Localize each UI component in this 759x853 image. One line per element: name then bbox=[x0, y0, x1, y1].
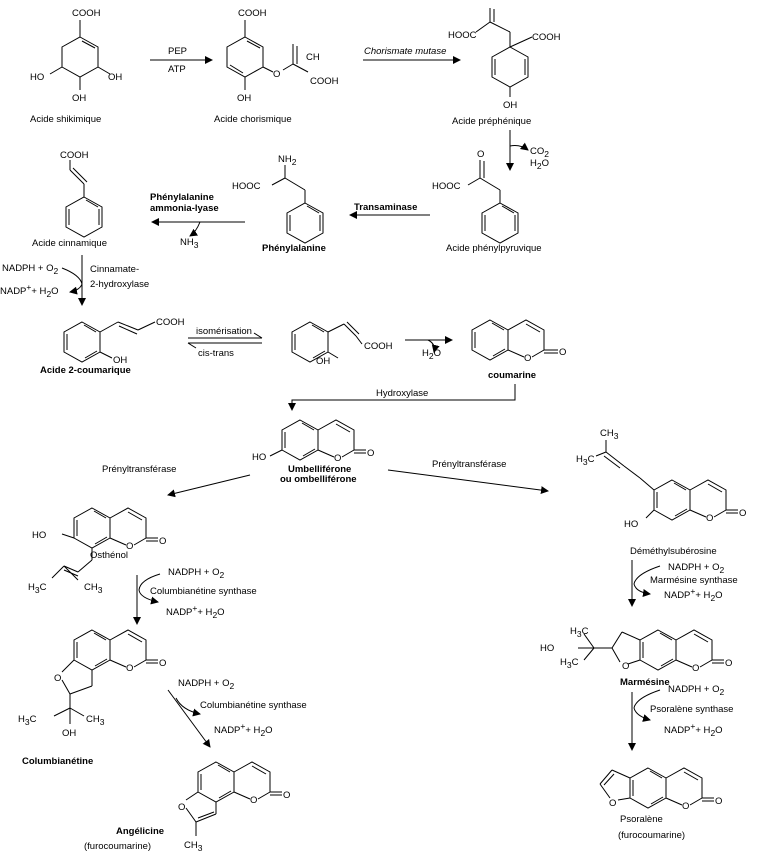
oh-group: OH bbox=[503, 100, 518, 111]
o-atom: O bbox=[273, 69, 281, 80]
o-atom: O bbox=[126, 541, 134, 552]
o-atom: O bbox=[334, 453, 342, 464]
o-atom: O bbox=[739, 508, 747, 519]
hooc-group: HOOC bbox=[432, 181, 461, 192]
label-umbelliferone-1: Umbelliférone bbox=[288, 464, 352, 475]
o-atom: O bbox=[682, 801, 690, 812]
structure-acide-2-coumarique-cis bbox=[292, 322, 393, 367]
o-atom: O bbox=[609, 798, 617, 809]
o-atom: O bbox=[159, 658, 167, 669]
cofactor-nadph-o2: NADPH + O2 bbox=[168, 567, 225, 580]
enzyme-prenyl-right: Prényltransférase bbox=[432, 459, 507, 470]
label-angelicine: Angélicine bbox=[116, 826, 165, 837]
label-phenylalanine: Phénylalanine bbox=[262, 243, 326, 254]
o-atom: O bbox=[54, 673, 62, 684]
ch2-group: CH bbox=[306, 52, 320, 63]
structure-angelicine bbox=[178, 762, 290, 853]
ch3-group: CH3 bbox=[184, 840, 203, 853]
ho-group: HO bbox=[30, 72, 45, 83]
label-osthenol: Osthénol bbox=[90, 550, 129, 561]
structure-acide-2-coumarique bbox=[64, 317, 185, 366]
label-marmesine: Marmésine bbox=[620, 677, 670, 688]
cofactor-nadp-h2o: NADP++ H2O bbox=[166, 603, 225, 620]
arrow-prenyl-left bbox=[168, 475, 250, 495]
structure-columbianetine bbox=[18, 630, 166, 739]
cofactor-pep: PEP bbox=[168, 46, 188, 57]
o-atom: O bbox=[126, 663, 134, 674]
enzyme-columbianetine-synthase-1: Columbianétine synthase bbox=[150, 586, 257, 597]
label-acide-cinnamique: Acide cinnamique bbox=[32, 238, 107, 249]
label-angelicine-note: (furocoumarine) bbox=[84, 841, 152, 852]
cofactor-nadp-h2o: NADP++ H2O bbox=[0, 282, 59, 299]
h3c-group: H3C bbox=[18, 714, 37, 727]
h3c-group: H3C bbox=[560, 657, 579, 670]
cofactor-h2o: H2O bbox=[530, 158, 549, 171]
enzyme-columbianetine-synthase-2: Columbianétine synthase bbox=[200, 700, 307, 711]
cofactor-atp: ATP bbox=[168, 64, 186, 75]
structure-coumarine bbox=[472, 320, 566, 364]
o-atom: O bbox=[283, 790, 291, 801]
cooh-group: COOH bbox=[238, 8, 267, 19]
enzyme-hydroxylase: Hydroxylase bbox=[376, 388, 429, 399]
structure-psoralene bbox=[600, 768, 722, 812]
cooh-group: COOH bbox=[60, 150, 89, 161]
h3c-group: H3C bbox=[570, 626, 589, 639]
oh-group: OH bbox=[316, 356, 331, 367]
cooh-group: COOH bbox=[364, 341, 393, 352]
ch3-group: CH3 bbox=[600, 428, 619, 441]
enzyme-transaminase: Transaminase bbox=[354, 202, 418, 213]
cofactor-nadph-o2: NADPH + O2 bbox=[668, 684, 725, 697]
structure-phenylalanine bbox=[232, 154, 323, 243]
enzyme-c2h-line2: 2-hydroxylase bbox=[90, 279, 150, 290]
structure-acide-shikimique bbox=[30, 8, 122, 104]
label-acide-chorismique: Acide chorismique bbox=[214, 114, 292, 125]
o-atom: O bbox=[159, 536, 167, 547]
label-demethylsuberosine: Déméthylsubérosine bbox=[630, 546, 717, 557]
nh2-group: NH2 bbox=[278, 154, 297, 167]
cofactor-h2o-coum: H2O bbox=[422, 348, 441, 361]
ho-group: HO bbox=[252, 452, 267, 463]
label-cis-trans: cis-trans bbox=[198, 348, 234, 359]
structure-acide-phenylpyruvique bbox=[432, 149, 518, 243]
enzyme-pal-line1: Phénylalanine bbox=[150, 192, 214, 203]
label-isomerisation: isomérisation bbox=[196, 326, 252, 337]
ch3-group: CH3 bbox=[86, 714, 105, 727]
oh-group: OH bbox=[237, 93, 252, 104]
o-atom: O bbox=[250, 795, 258, 806]
cofactor-nh3: NH3 bbox=[180, 237, 199, 250]
hooc-group: HOOC bbox=[448, 30, 477, 41]
enzyme-pal-line2: ammonia-lyase bbox=[150, 203, 219, 214]
oh-group: OH bbox=[62, 728, 77, 739]
o-atom: O bbox=[715, 796, 723, 807]
structure-acide-cinnamique bbox=[60, 150, 102, 237]
o-atom: O bbox=[477, 149, 485, 160]
ch3-group: CH3 bbox=[84, 582, 103, 595]
label-umbelliferone-2: ou ombelliférone bbox=[280, 474, 357, 485]
h3c-group: H3C bbox=[576, 454, 595, 467]
label-acide-phenylpyruvique: Acide phénylpyruvique bbox=[446, 243, 542, 254]
ho-group: HO bbox=[540, 643, 555, 654]
oh-group: OH bbox=[72, 93, 87, 104]
enzyme-chorismate-mutase: Chorismate mutase bbox=[364, 46, 447, 57]
structure-acide-chorismique bbox=[227, 8, 339, 104]
label-psoralene-note: (furocoumarine) bbox=[618, 830, 686, 841]
label-acide-prephenique: Acide préphénique bbox=[452, 116, 532, 127]
ho-group: HO bbox=[624, 519, 639, 530]
cofactor-nadp-h2o: NADP++ H2O bbox=[664, 721, 723, 738]
ho-group: HO bbox=[32, 530, 47, 541]
enzyme-c2h-line1: Cinnamate- bbox=[90, 264, 140, 275]
enzyme-marmesine-synthase: Marmésine synthase bbox=[650, 575, 738, 586]
label-psoralene: Psoralène bbox=[620, 814, 663, 825]
label-acide-2-coumarique: Acide 2-coumarique bbox=[40, 365, 131, 376]
enzyme-prenyl-left: Prényltransférase bbox=[102, 464, 177, 475]
oh-group: OH bbox=[108, 72, 123, 83]
cofactor-nadph-o2: NADPH + O2 bbox=[178, 678, 235, 691]
o-atom: O bbox=[622, 661, 630, 672]
arrow-angelicine bbox=[168, 690, 210, 747]
cooh-group: COOH bbox=[310, 76, 339, 87]
o-atom: O bbox=[706, 513, 714, 524]
o-atom: O bbox=[692, 663, 700, 674]
o-atom: O bbox=[524, 353, 532, 364]
structure-umbelliferone bbox=[252, 420, 374, 464]
label-acide-shikimique: Acide shikimique bbox=[30, 114, 102, 125]
hooc-group: HOOC bbox=[232, 181, 261, 192]
o-atom: O bbox=[559, 347, 567, 358]
cofactor-nadp-h2o: NADP++ H2O bbox=[664, 586, 723, 603]
h3c-group: H3C bbox=[28, 582, 47, 595]
cofactor-nadp-h2o: NADP++ H2O bbox=[214, 721, 273, 738]
cofactor-co2: CO2 bbox=[530, 146, 549, 159]
label-coumarine: coumarine bbox=[488, 370, 537, 381]
label-columbianetine: Columbianétine bbox=[22, 756, 94, 767]
structure-demethylsuberosine bbox=[576, 428, 746, 530]
structure-acide-prephenique bbox=[448, 8, 561, 111]
cooh-group: COOH bbox=[532, 32, 561, 43]
o-atom: O bbox=[367, 448, 375, 459]
o-atom: O bbox=[725, 658, 733, 669]
arrow-prenyl-right bbox=[388, 470, 548, 491]
cofactor-nadph-o2: NADPH + O2 bbox=[2, 263, 59, 276]
cooh-group: COOH bbox=[72, 8, 101, 19]
enzyme-psoralene-synthase: Psoralène synthase bbox=[650, 704, 734, 715]
oh-group: OH bbox=[113, 355, 128, 366]
cooh-group: COOH bbox=[156, 317, 185, 328]
cofactor-nadph-o2: NADPH + O2 bbox=[668, 562, 725, 575]
o-atom: O bbox=[178, 802, 186, 813]
structure-marmesine bbox=[540, 626, 732, 674]
